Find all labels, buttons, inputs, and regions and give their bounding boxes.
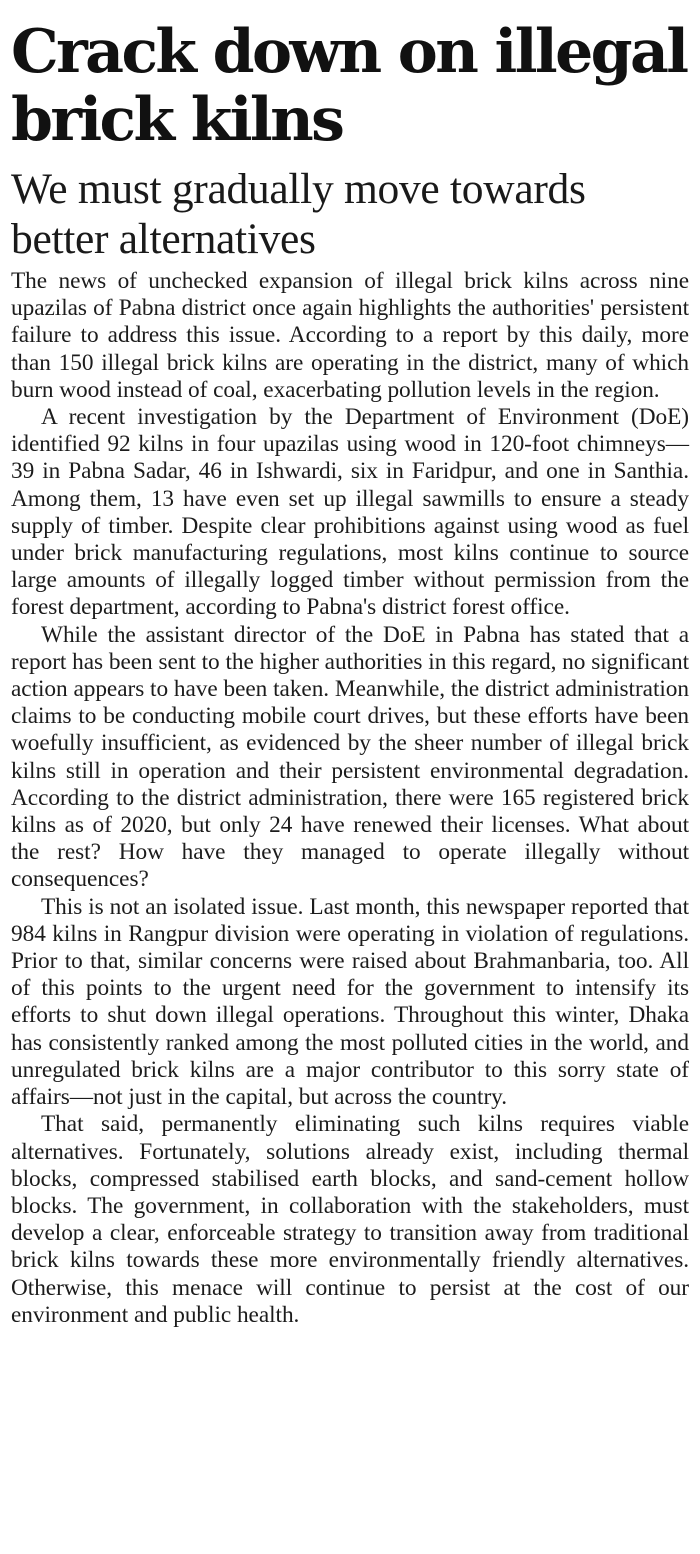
paragraph-1: The news of unchecked expansion of illegal brick kilns across nine upazilas of Pabna district once again highlights the authorities' persistent failure to address this issue. According to a report by this daily, more than 150 illegal brick kilns are operating in the district, many of which burn wood instead of coal, exacerbating pollution levels in the region. (11, 268, 689, 403)
article-body (11, 268, 689, 1329)
paragraph-4: This is not an isolated issue. Last month, this newspaper reported that 984 kilns in Rangpur division were operating in violation of regulations. Prior to that, similar concerns were raised about Brahmanbaria, too. All of this points to the urgent need for the government to intensify its efforts to shut down illegal operations. Throughout this winter, Dhaka has consistently ranked among the most polluted cities in the world, and unregulated brick kilns are a major contributor to this sorry state of affairs—not just in the capital, but across the country. (11, 893, 689, 1111)
paragraph-5: That said, permanently eliminating such kilns requires viable alternatives. Fortunately, solutions already exist, including thermal blocks, compressed stabilised earth blocks, and sand-cement hollow blocks. The government, in collaboration with the stakeholders, must develop a clear, enforceable strategy to transition away from traditional brick kilns towards these more environmentally friendly alternatives. Otherwise, this menace will continue to persist at the cost of our environment and public health. (11, 1111, 689, 1328)
paragraph-3: While the assistant director of the DoE in Pabna has stated that a report has been sent to the higher authorities in this regard, no significant action appears to have been taken. Meanwhile, the district administration claims to be conducting mobile court drives, but these efforts have been woefully insufficient, as evidenced by the sheer number of illegal brick kilns still in operation and their persistent environmental degradation. According to the district administration, there were 165 registered brick kilns as of 2020, but only 24 have renewed their licenses. What about the rest? How have they managed to operate illegally without consequences? (11, 621, 689, 893)
paragraph-2: A recent investigation by the Department of Environment (DoE) identified 92 kilns in four upazilas using wood in 120-foot chimneys—39 in Pabna Sadar, 46 in Ishwardi, six in Faridpur, and one in Santhia. Among them, 13 have even set up illegal sawmills to ensure a steady supply of timber. Despite clear prohibitions against using wood as fuel under brick manufacturing regulations, most kilns continue to source large amounts of illegally logged timber without permission from the forest department, according to Pabna's district forest office. (11, 404, 689, 621)
editorial-article (11, 18, 689, 1329)
headline: Crack down on illegal brick kilns (11, 17, 687, 155)
subheadline: We must gradually move towards better alternatives (11, 165, 586, 263)
